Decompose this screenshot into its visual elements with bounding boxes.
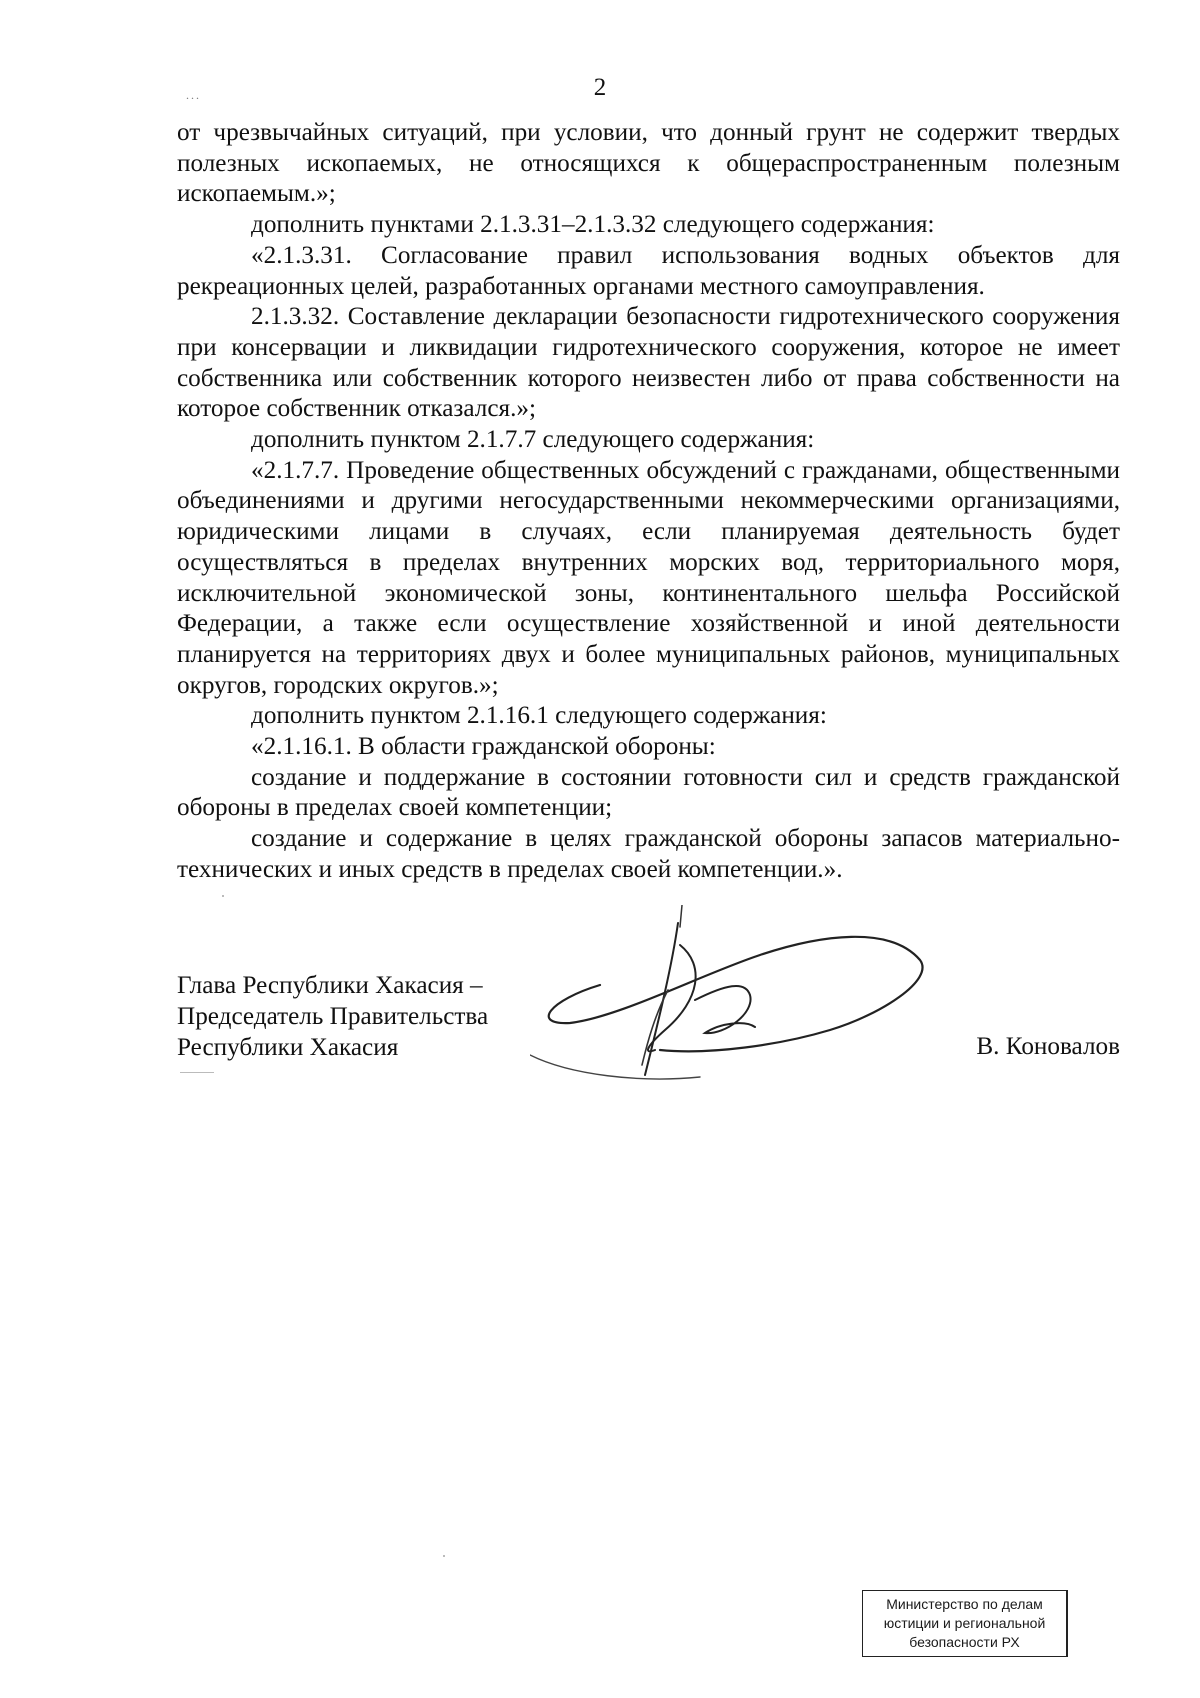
paragraph-item-2-1-3-32: 2.1.3.32. Составление декларации безопасности гидротехнического сооружения при консервации и ликвидации гидротехнического сооружения, которое не имеет собственника или собственник которого неизвестен либо от права собственности на которое собственник отказался.»; [177, 303, 1120, 423]
scan-speck [222, 895, 224, 897]
scan-speck [443, 1555, 445, 1557]
signer-name: В. Коновалов [976, 1033, 1120, 1060]
stamp-line: безопасности РХ [909, 1634, 1020, 1650]
paragraph-amendment-intro: дополнить пунктом 2.1.16.1 следующего содержания: [251, 702, 827, 730]
paragraph-amendment-intro: дополнить пунктами 2.1.3.31–2.1.3.32 следующего содержания: [251, 211, 935, 239]
page-number: 2 [593, 74, 607, 101]
position-line: Председатель Правительства [177, 1003, 489, 1030]
position-line: Республики Хакасия [177, 1034, 399, 1061]
paragraph-item-2-1-7-7: «2.1.7.7. Проведение общественных обсуждений с гражданами, общественными объединениями и другими негосударственными некоммерческими организациями, юридическими лицами в случаях, если планируемая деятельность будет осуществляться в пределах внутренних морских вод, территориального моря, исключительной экономической зоны, континентального шельфа Российской Федерации, а также если осуществление хозяйственной и иной деятельности планируется на территориях двух и более муниципальных районов, муниципальных округов, городских округов.»; [177, 456, 1120, 699]
paragraph-item-2-1-3-31: «2.1.3.31. Согласование правил использования водных объектов для рекреационных целей, разработанных органами местного самоуправления. [177, 241, 1120, 300]
scan-speck [180, 1072, 214, 1073]
position-line: Глава Республики Хакасия – [177, 972, 483, 999]
paragraph-continuation: от чрезвычайных ситуаций, при условии, что донный грунт не содержит твердых полезных ископаемых, не относящихся к общераспространенным полезным ископаемым.»; [177, 119, 1120, 208]
paragraph-amendment-intro: дополнить пунктом 2.1.7.7 следующего содержания: [251, 426, 815, 454]
stamp-line: юстиции и региональной [883, 1615, 1046, 1631]
registration-stamp [862, 1590, 1068, 1657]
paragraph-civil-defense-reserves: создание и содержание в целях гражданской обороны запасов материально-технических и иных средств в пределах своей компетенции.». [177, 825, 1120, 883]
paragraph-item-2-1-16-1: «2.1.16.1. В области гражданской обороны: [251, 733, 716, 761]
scan-marks: ... [186, 88, 201, 102]
stamp-line: Министерство по делам [886, 1596, 1043, 1612]
paragraph-civil-defense-forces: создание и поддержание в состоянии готовности сил и средств гражданской обороны в пределах своей компетенции; [177, 763, 1120, 822]
handwritten-signature [530, 905, 950, 1085]
signatory-position [177, 970, 488, 1063]
document-body [177, 118, 1120, 886]
